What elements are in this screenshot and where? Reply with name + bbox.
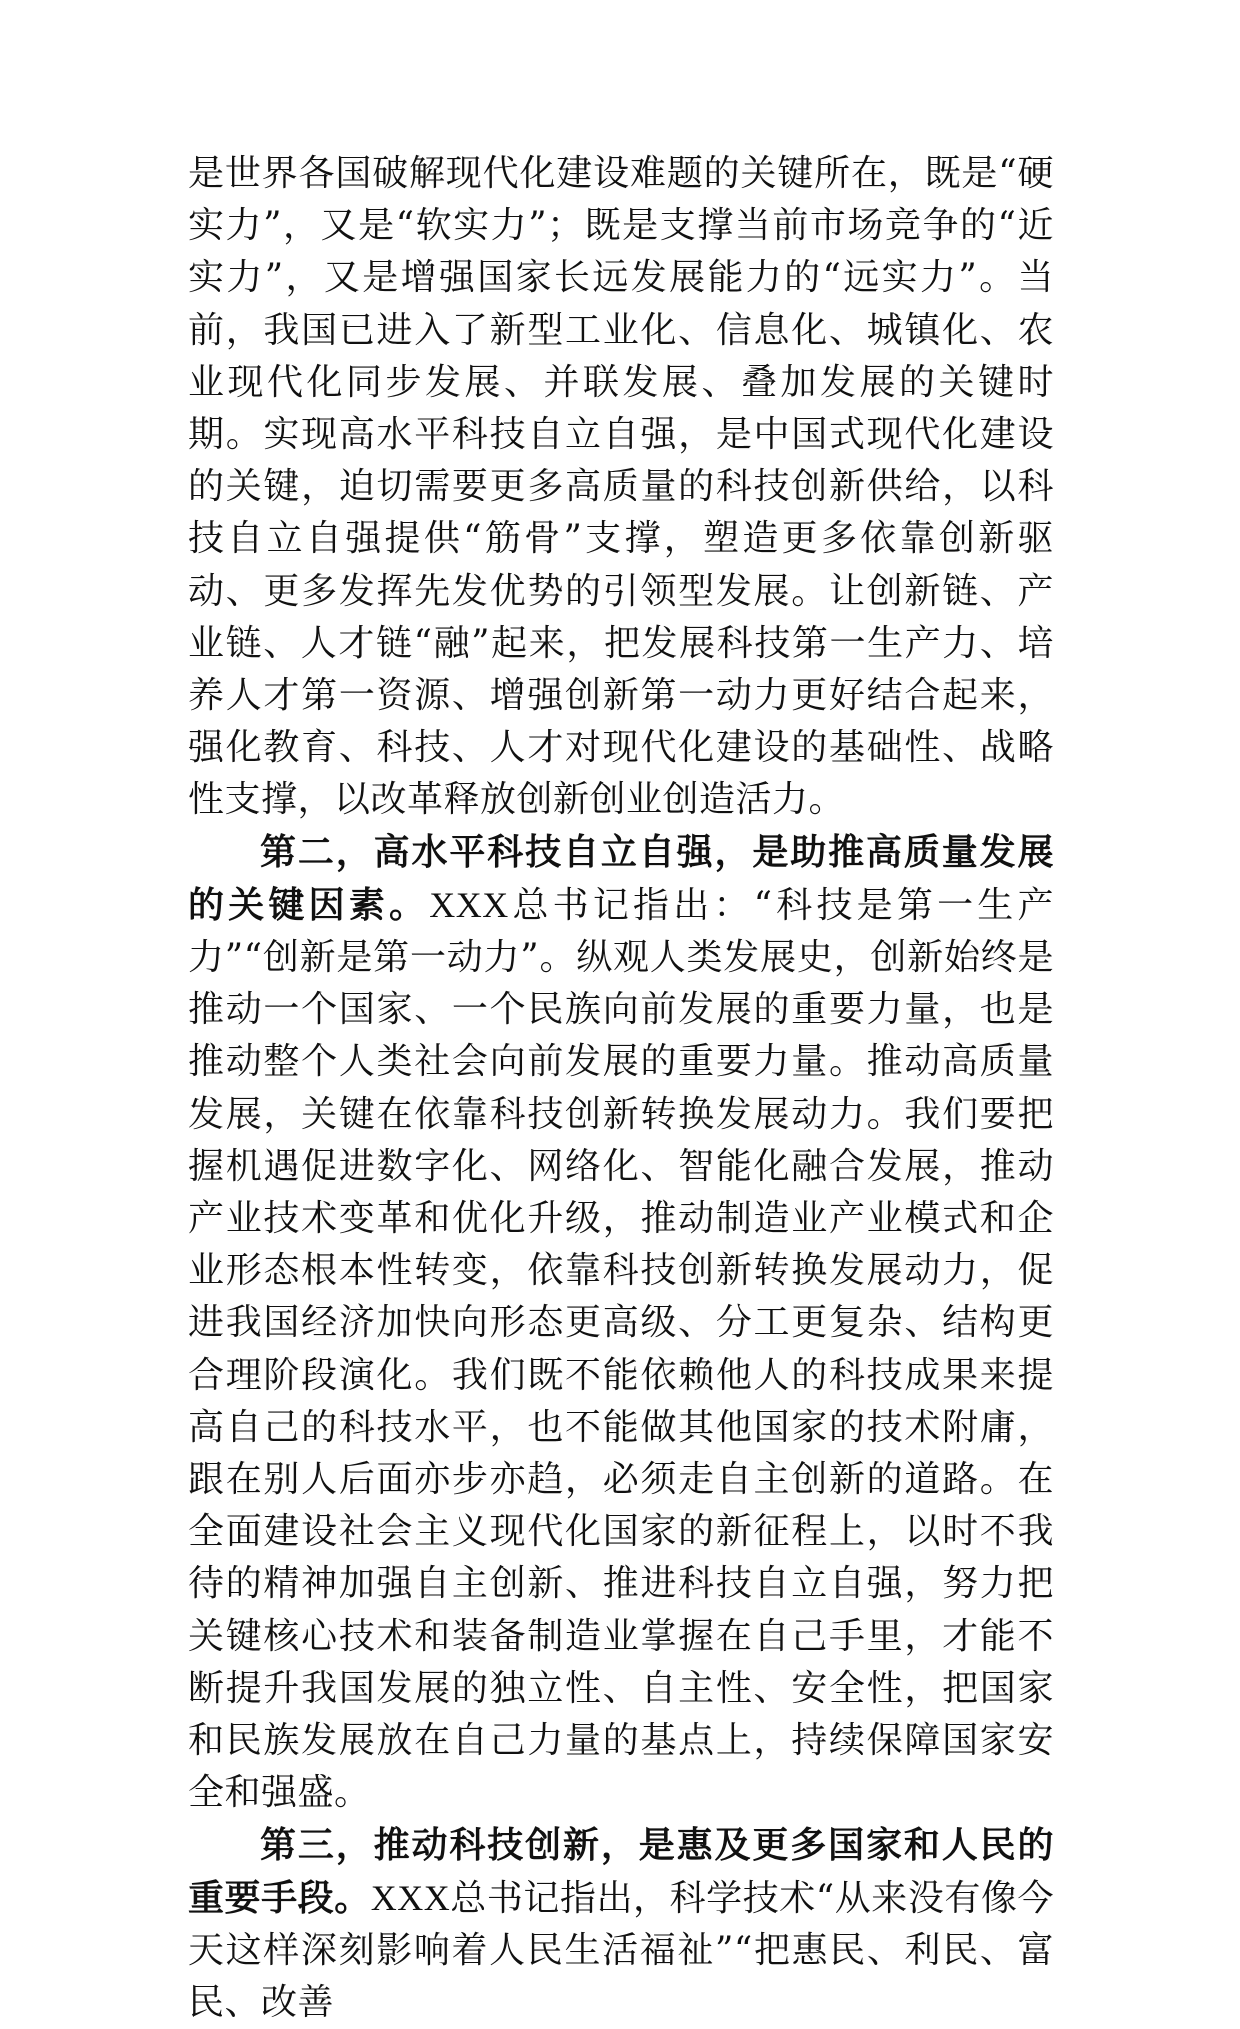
document-page <box>188 148 1054 2029</box>
person-name: XXX <box>371 1878 451 1918</box>
section-heading: 第三，推动科技创新，是惠及更多国家和人民的重要手段。 <box>188 1825 1054 1919</box>
person-name: XXX <box>429 885 509 925</box>
paragraph-text: 总书记指出：“科技是第一生产力”“创新是第一动力”。纵观人类发展史，创新始终是推动一个国家、一个民族向前发展的重要力量，也是推动整个人类社会向前发展的重要力量。推动高质量发展，关键在依靠科技创新转换发展动力。我们要把握机遇促进数字化、网络化、智能化融合发展，推动产业技术变革和优化升级，推动制造业产业模式和企业形态根本性转变，依靠科技创新转换发展动力，促进我国经济加快向形态更高级、分工更复杂、结构更合理阶段演化。我们既不能依赖他人的科技成果来提高自己的科技水平，也不能做其他国家的技术附庸，跟在别人后面亦步亦趋，必须走自主创新的道路。在全面建设社会主义现代化国家的新征程上，以时不我待的精神加强自主创新、推进科技自立自强，努力把关键核心技术和装备制造业掌握在自己手里，才能不断提升我国发展的独立性、自主性、安全性，把国家和民族发展放在自己力量的基点上，持续保障国家安全和强盛。 <box>188 885 1054 1813</box>
paragraph-text: 总书记指出，科学技术“从来没有像今天这样深刻影响着人民生活福祉”“把惠民、利民、富民、改善 <box>188 1878 1054 2023</box>
body-paragraph: 是世界各国破解现代化建设难题的关键所在，既是“硬实力”，又是“软实力”；既是支撑当前市场竞争的“近实力”，又是增强国家长远发展能力的“远实力”。当前，我国已进入了新型工业化、信息化、城镇化、农业现代化同步发展、并联发展、叠加发展的关键时期。实现高水平科技自立自强，是中国式现代化建设的关键，迫切需要更多高质量的科技创新供给，以科技自立自强提供“筋骨”支撑，塑造更多依靠创新驱动、更多发挥先发优势的引领型发展。让创新链、产业链、人才链“融”起来，把发展科技第一生产力、培养人才第一资源、增强创新第一动力更好结合起来，强化教育、科技、人才对现代化建设的基础性、战略性支撑，以改革释放创新创业创造活力。 <box>188 148 1054 827</box>
section-heading: 第二，高水平科技自立自强，是助推高质量发展的关键因素。 <box>188 832 1054 926</box>
body-paragraph-section-3 <box>188 1820 1054 2029</box>
body-paragraph-section-2 <box>188 827 1054 1820</box>
